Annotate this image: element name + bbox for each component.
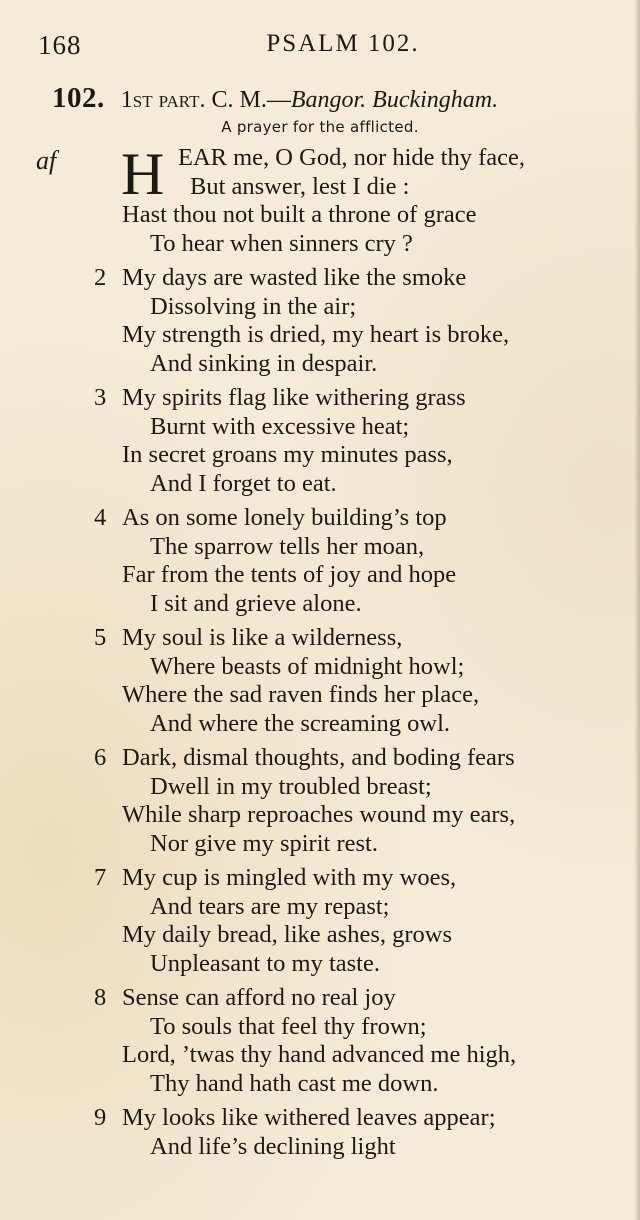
verse-line <box>0 744 640 773</box>
verse-line: And I forget to eat. <box>150 469 337 497</box>
hymn-subtitle: A prayer for the afflicted. <box>221 118 419 136</box>
verse-line: My daily bread, like ashes, grows <box>122 921 452 948</box>
verse-line-text: My looks like withered leaves appear; <box>122 1104 496 1131</box>
hymn-tunes: Bangor. Buckingham. <box>290 87 499 113</box>
verse-line: Lord, ’twas thy hand advanced me high, <box>122 1041 517 1068</box>
verse-3 <box>0 384 640 498</box>
verse-line <box>0 264 640 293</box>
verse-line: The sparrow tells her moan, <box>150 532 425 560</box>
verse-line-text: Dark, dismal thoughts, and boding fears <box>122 744 515 771</box>
verse-7 <box>0 864 640 978</box>
verse-6 <box>0 744 640 858</box>
verse-line: Far from the tents of joy and hope <box>122 561 457 588</box>
verse-line: Nor give my spirit rest. <box>150 829 378 857</box>
verse-line-text: My soul is like a wilderness, <box>122 624 403 651</box>
hymn-verses <box>0 141 640 1167</box>
verse-line <box>0 624 640 653</box>
verse-line: And where the screaming owl. <box>150 709 451 737</box>
verse-line: I sit and grieve alone. <box>150 589 362 617</box>
running-head <box>38 30 608 66</box>
verse-line: And sinking in despair. <box>150 349 378 377</box>
verse-number: 7 <box>94 864 107 891</box>
verse-number: 3 <box>94 384 107 411</box>
verse-line <box>0 984 640 1013</box>
verse-line: EAR me, O God, nor hide thy face, <box>178 144 525 171</box>
verse-number: 9 <box>94 1104 107 1131</box>
verse-number: 2 <box>94 264 107 291</box>
page-number: 168 <box>38 30 82 60</box>
verse-9 <box>0 1104 640 1161</box>
hymn-number: 102. <box>52 82 105 114</box>
hymn-header <box>52 82 622 115</box>
verse-number: 5 <box>94 624 107 651</box>
verse-line: To souls that feel thy frown; <box>150 1012 427 1040</box>
verse-line: Hast thou not built a throne of grace <box>122 201 477 228</box>
verse-line: Dissolving in the air; <box>150 292 357 320</box>
verse-number: 6 <box>94 744 107 771</box>
verse-number: 8 <box>94 984 107 1011</box>
verse-line: While sharp reproaches wound my ears, <box>122 801 516 828</box>
running-title: PSALM 102. <box>266 30 420 57</box>
verse-line: Where beasts of midnight howl; <box>150 652 465 680</box>
verse-line <box>0 504 640 533</box>
verse-1 <box>0 141 640 258</box>
drop-cap: H <box>121 141 165 207</box>
hymn-part: 1st part. <box>120 87 206 113</box>
verse-line <box>0 1104 640 1133</box>
verse-line: Thy hand hath cast me down. <box>150 1069 439 1097</box>
verse-line: Burnt with excessive heat; <box>150 412 410 440</box>
verse-line-text: Sense can afford no real joy <box>122 984 396 1011</box>
verse-number: 4 <box>94 504 107 531</box>
verse-line: But answer, lest I die : <box>190 172 410 200</box>
verse-4 <box>0 504 640 618</box>
hymn-meter: C. M.— <box>211 87 291 113</box>
verse-line <box>0 864 640 893</box>
verse-line: And life’s declining light <box>150 1132 396 1160</box>
marginal-note: af <box>36 146 57 175</box>
verse-8 <box>0 984 640 1098</box>
verse-line: In secret groans my minutes pass, <box>122 441 453 468</box>
verse-line: Where the sad raven finds her place, <box>122 681 480 708</box>
verse-line: Dwell in my troubled breast; <box>150 772 432 800</box>
verse-line: My strength is dried, my heart is broke, <box>122 321 510 348</box>
verse-line-text: My cup is mingled with my woes, <box>122 864 457 891</box>
verse-line-text: My spirits flag like withering grass <box>122 384 466 411</box>
verse-line: To hear when sinners cry ? <box>150 229 413 257</box>
verse-line: Unpleasant to my taste. <box>150 949 380 977</box>
verse-line: And tears are my repast; <box>150 892 390 920</box>
verse-2 <box>0 264 640 378</box>
verse-line-text: As on some lonely building’s top <box>122 504 447 531</box>
verse-5 <box>0 624 640 738</box>
verse-line <box>0 384 640 413</box>
verse-line-text: My days are wasted like the smoke <box>122 264 467 291</box>
